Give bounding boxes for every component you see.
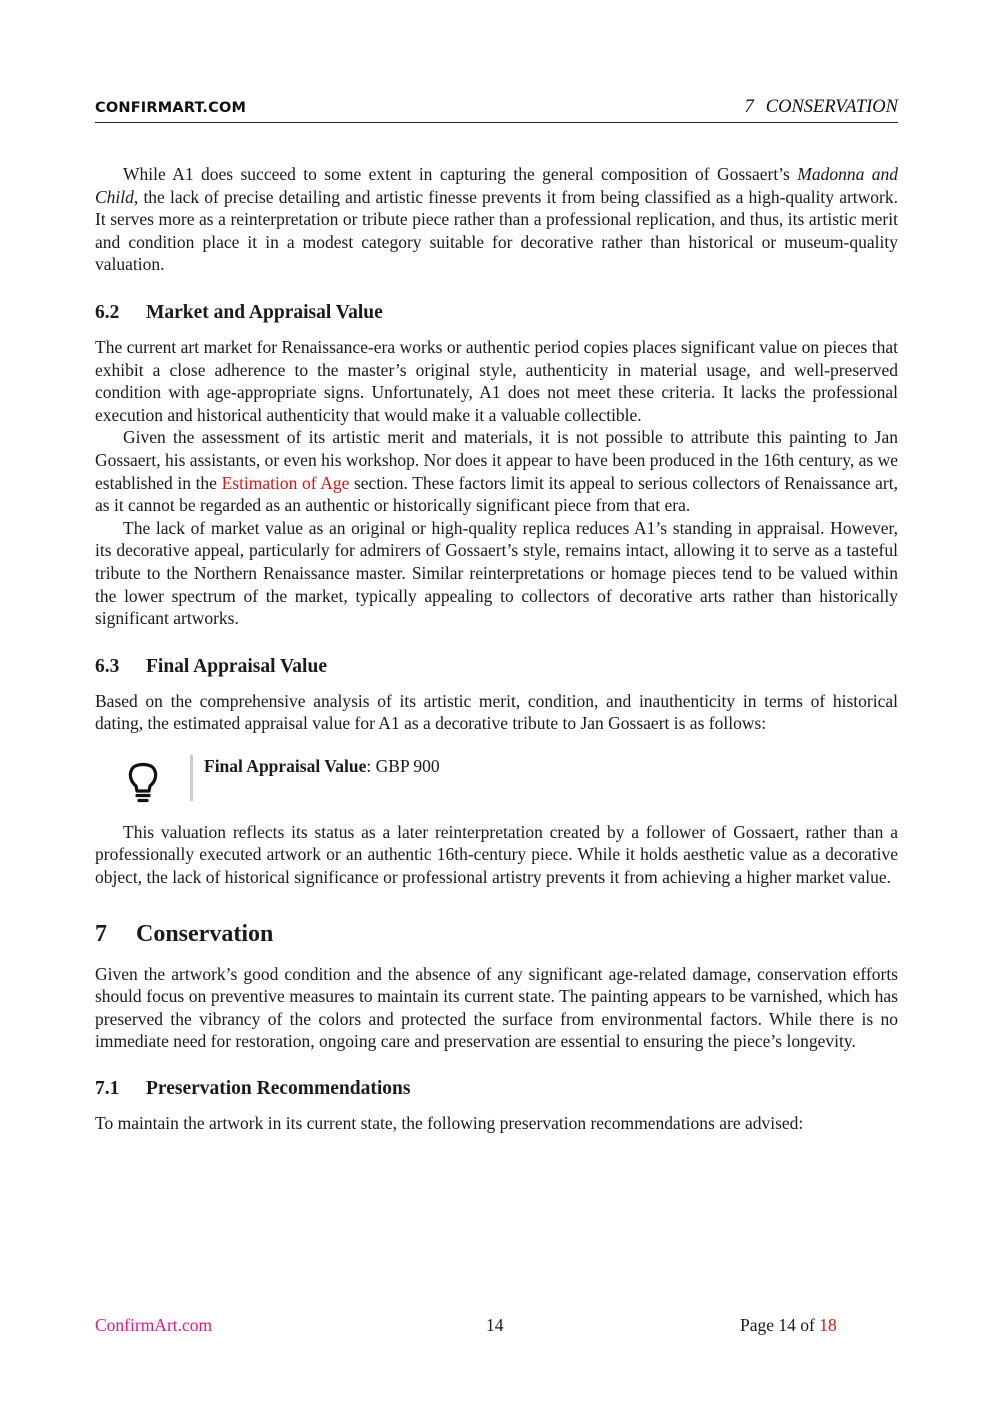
footer-page-number: 14 bbox=[486, 1315, 504, 1335]
heading-conservation bbox=[95, 920, 898, 948]
running-head bbox=[745, 97, 899, 118]
heading-number: 7.1 bbox=[95, 1078, 120, 1100]
paragraph-appraisal-basis: Based on the comprehensive analysis of its artistic merit, condition, and inauthenticity in terms of historical dating, the estimated appraisal value for A1 as a decorative tribute to Jan Gossaert is as follows: bbox=[95, 690, 898, 734]
heading-market-appraisal bbox=[95, 301, 898, 325]
brand-logo: CONFIRMART.COM bbox=[95, 100, 247, 116]
footer-site-link[interactable]: ConfirmArt.com bbox=[95, 1315, 213, 1335]
heading-number: 6.3 bbox=[95, 655, 120, 677]
artwork-title: Madonna and Child bbox=[95, 164, 899, 207]
paragraph-market-standing: The lack of market value as an original or high-quality replica reduces A1’s standing in appraisal. However, its decorative appeal, particularly for admirers of Gossaert’s style, remains intact, allowing it to serve as a tasteful tribute to the Northern Renaissance master. Similar reinterpretations or homage pieces tend to be valued within the lower spectrum of the market, typically appealing to collectors of decorative arts rather than historically significant artworks. bbox=[95, 517, 898, 629]
footer-page-prefix: Page 14 of bbox=[740, 1315, 820, 1335]
paragraph-text: section. These factors limit its appeal to serious collectors of Renaissance art, as it cannot be regarded as an authentic or historically significant piece from that era. bbox=[95, 472, 898, 516]
paragraph-valuation-reflection: This valuation reflects its status as a later reinterpretation created by a follower of Gossaert, rather than a professionally executed artwork or an authentic 16th-century piece. While it holds aesthetic value as a decorative object, the lack of historical significance or professional artistry prevents it from achieving a higher market value. bbox=[95, 821, 898, 888]
lightbulb-icon bbox=[123, 759, 163, 805]
footer-page-of bbox=[740, 1315, 837, 1336]
heading-title: Final Appraisal Value bbox=[146, 655, 327, 677]
estimation-of-age-link[interactable]: Estimation of Age bbox=[221, 472, 350, 493]
page-content bbox=[95, 163, 898, 1135]
heading-title: Preservation Recommendations bbox=[146, 1078, 411, 1100]
footer-page-total[interactable]: 18 bbox=[819, 1315, 837, 1335]
paragraph-a1-composition bbox=[95, 163, 898, 276]
heading-number: 7 bbox=[95, 920, 107, 947]
paragraph-text: , the lack of precise detailing and artistic finesse prevents it from being classified as a high-quality artwork. It serves more as a reinterpretation or tribute piece rather than a professional replication, and thus, its artistic merit and condition place it in a modest category suitable for decorative rather than historical or museum-quality valuation. bbox=[95, 186, 898, 275]
running-head-title: CONSERVATION bbox=[765, 97, 898, 117]
callout-rule bbox=[190, 755, 193, 801]
callout-label: Final Appraisal Value bbox=[204, 755, 367, 776]
paragraph-text: Given the assessment of its artistic merit and materials, it is not possible to attribute this painting to Jan Gossaert, his assistants, or even his workshop. Nor does it appear to have been produced in the 16th century, as we established in the bbox=[95, 427, 898, 493]
paragraph-conservation: Given the artwork’s good condition and the absence of any significant age-related damage, conservation efforts should focus on preventive measures to maintain its current state. The painting appears to be varnished, which has preserved the vibrancy of the colors and protected the surface from environmental factors. While there is no immediate need for restoration, ongoing care and preservation are essential to ensuring the piece’s longevity. bbox=[95, 963, 898, 1052]
running-head-number: 7 bbox=[744, 97, 754, 117]
page-footer bbox=[95, 1315, 898, 1339]
callout-text bbox=[204, 755, 440, 778]
heading-number: 6.2 bbox=[95, 301, 120, 323]
callout-value: : GBP 900 bbox=[366, 755, 440, 776]
heading-preservation-recommendations bbox=[95, 1077, 898, 1101]
heading-title: Market and Appraisal Value bbox=[146, 301, 383, 323]
appraisal-callout bbox=[95, 755, 898, 810]
paragraph-market: The current art market for Renaissance-era works or authentic period copies places significant value on pieces that exhibit a close adherence to the master’s original style, authenticity in material usage, and well-preserved condition with age-appropriate signs. Unfortunately, A1 does not meet these criteria. It lacks the professional execution and historical authenticity that would make it a valuable collectible. bbox=[95, 336, 898, 425]
heading-final-appraisal bbox=[95, 655, 898, 679]
paragraph-text: While A1 does succeed to some extent in capturing the general composition of Gossaert’s bbox=[123, 164, 798, 184]
paragraph-attribution bbox=[95, 426, 898, 516]
page-header bbox=[95, 99, 898, 123]
paragraph-preservation-intro: To maintain the artwork in its current state, the following preservation recommendations are advised: bbox=[95, 1113, 804, 1134]
heading-title: Conservation bbox=[136, 920, 274, 947]
